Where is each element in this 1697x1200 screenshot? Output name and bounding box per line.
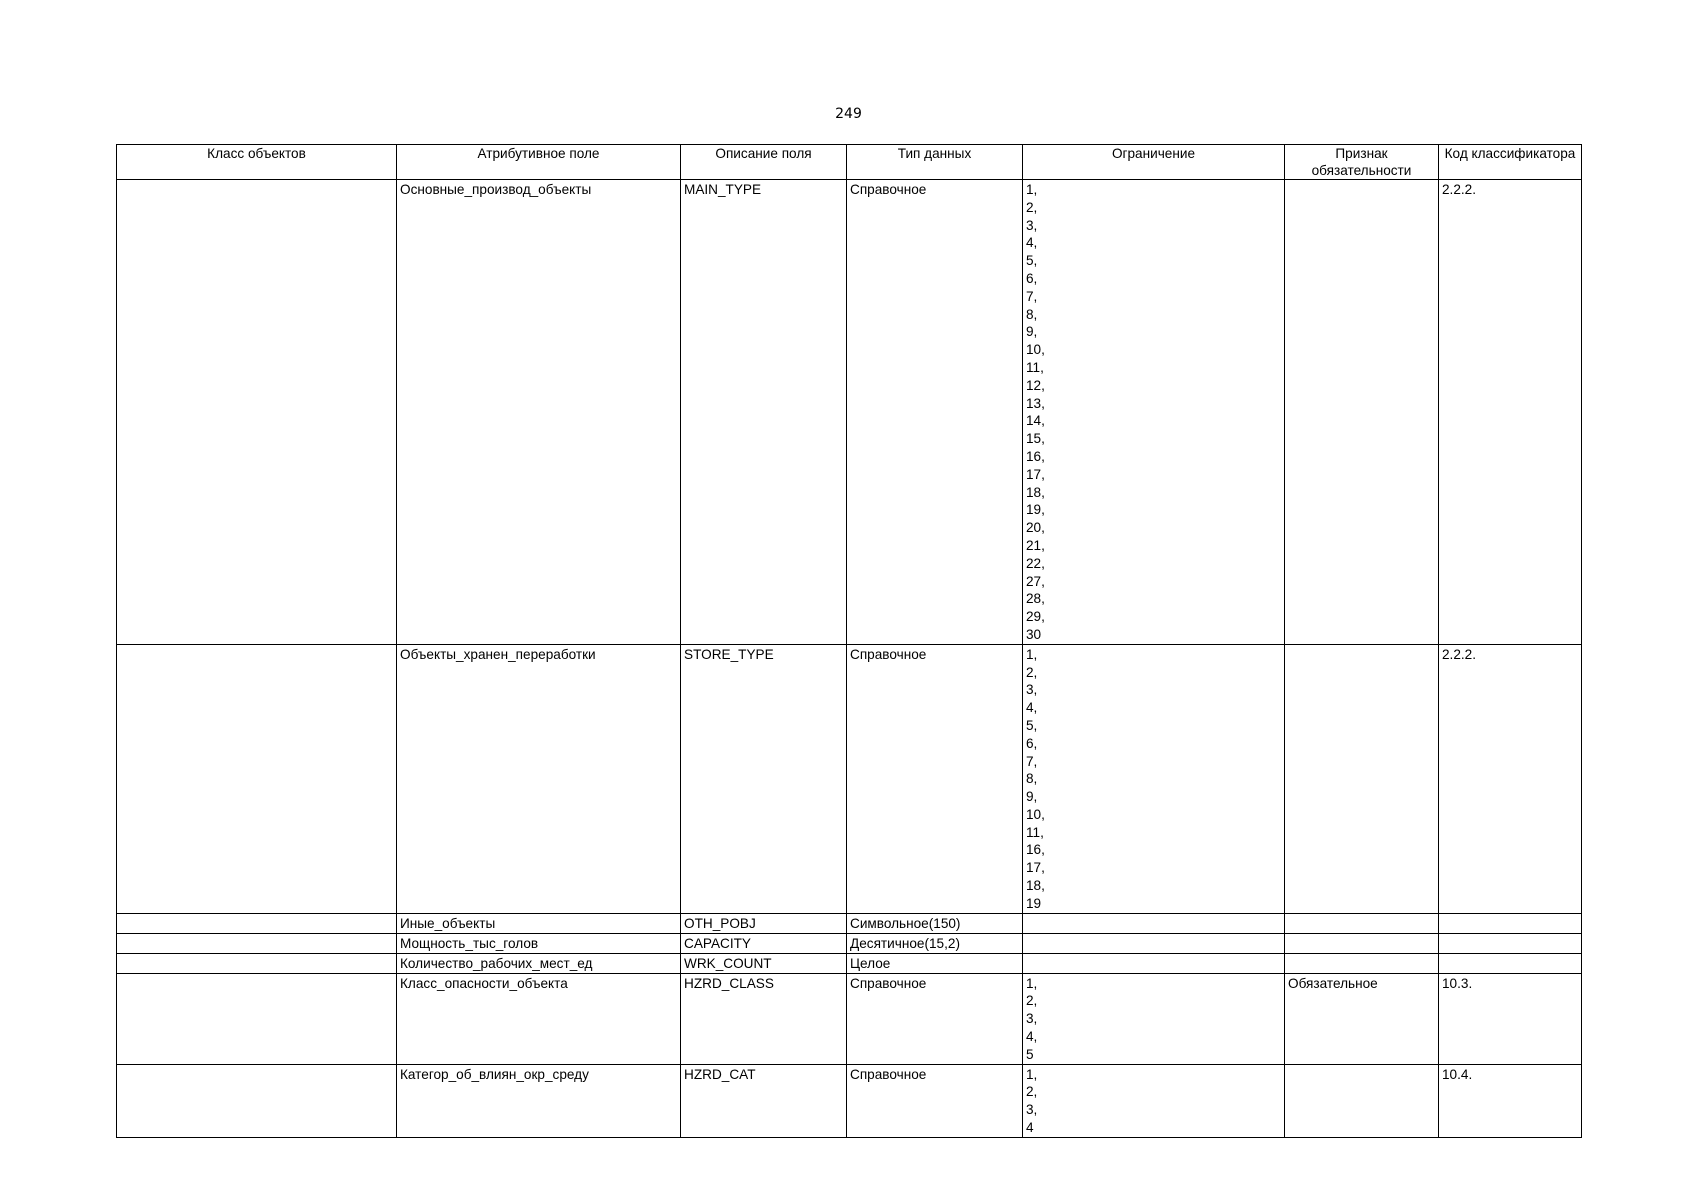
restriction-value: 12,: [1026, 377, 1045, 393]
cell-object-class: [117, 913, 397, 933]
cell-restriction: [1023, 913, 1285, 933]
cell-restriction: [1023, 180, 1285, 645]
restriction-value: 2,: [1026, 664, 1038, 680]
restriction-value: 19,: [1026, 502, 1045, 518]
header-mandatory-flag: Признак обязательности: [1285, 145, 1439, 180]
cell-data-type: Целое: [847, 953, 1023, 973]
restriction-value: 16,: [1026, 842, 1045, 858]
restriction-value: 13,: [1026, 395, 1045, 411]
header-restriction: Ограничение: [1023, 145, 1285, 180]
restriction-value: 29,: [1026, 609, 1045, 625]
header-data-type: Тип данных: [847, 145, 1023, 180]
cell-classifier-code: 2.2.2.: [1439, 180, 1582, 645]
restriction-value: 4,: [1026, 700, 1038, 716]
header-classifier-code: Код классификатора: [1439, 145, 1582, 180]
cell-data-type: Справочное: [847, 644, 1023, 913]
cell-attribute-field: Мощность_тыс_голов: [397, 933, 681, 953]
cell-restriction: [1023, 1064, 1285, 1137]
cell-classifier-code: 10.4.: [1439, 1064, 1582, 1137]
cell-object-class: [117, 1064, 397, 1137]
restriction-value: 11,: [1026, 824, 1044, 840]
header-object-class: Класс объектов: [117, 145, 397, 180]
cell-restriction: [1023, 973, 1285, 1064]
restriction-value: 5,: [1026, 253, 1038, 269]
restriction-value: 9,: [1026, 324, 1038, 340]
cell-field-description: STORE_TYPE: [681, 644, 847, 913]
restriction-value: 14,: [1026, 413, 1045, 429]
cell-object-class: [117, 180, 397, 645]
cell-classifier-code: [1439, 913, 1582, 933]
restriction-value: 30: [1026, 626, 1042, 642]
restriction-value: 1,: [1026, 646, 1038, 662]
restriction-value: 7,: [1026, 753, 1038, 769]
restriction-value: 3,: [1026, 217, 1038, 233]
cell-classifier-code: [1439, 933, 1582, 953]
restriction-value: 10,: [1026, 342, 1045, 358]
restriction-value: 21,: [1026, 537, 1045, 553]
restriction-value: 7,: [1026, 288, 1038, 304]
cell-data-type: Справочное: [847, 973, 1023, 1064]
page-number: 249: [835, 106, 862, 122]
restriction-value: 4: [1026, 1120, 1034, 1136]
restriction-value: 2,: [1026, 199, 1038, 215]
cell-mandatory-flag: [1285, 953, 1439, 973]
cell-field-description: MAIN_TYPE: [681, 180, 847, 645]
restriction-value: 2,: [1026, 1084, 1038, 1100]
cell-attribute-field: Количество_рабочих_мест_ед: [397, 953, 681, 973]
header-attribute-field: Атрибутивное поле: [397, 145, 681, 180]
cell-field-description: CAPACITY: [681, 933, 847, 953]
restriction-value: 2,: [1026, 993, 1038, 1009]
restriction-value: 10,: [1026, 806, 1045, 822]
cell-field-description: OTH_POBJ: [681, 913, 847, 933]
cell-field-description: HZRD_CAT: [681, 1064, 847, 1137]
cell-restriction: [1023, 953, 1285, 973]
cell-object-class: [117, 644, 397, 913]
cell-attribute-field: Иные_объекты: [397, 913, 681, 933]
restriction-value: 18,: [1026, 878, 1045, 894]
cell-object-class: [117, 973, 397, 1064]
restriction-value: 3,: [1026, 1011, 1038, 1027]
restriction-value: 8,: [1026, 771, 1038, 787]
cell-object-class: [117, 933, 397, 953]
cell-attribute-field: Объекты_хранен_переработки: [397, 644, 681, 913]
restriction-value: 20,: [1026, 520, 1045, 536]
cell-field-description: HZRD_CLASS: [681, 973, 847, 1064]
header-field-description: Описание поля: [681, 145, 847, 180]
cell-mandatory-flag: Обязательное: [1285, 973, 1439, 1064]
restriction-value: 1,: [1026, 1066, 1038, 1082]
cell-data-type: Символьное(150): [847, 913, 1023, 933]
cell-data-type: Справочное: [847, 180, 1023, 645]
cell-classifier-code: 10.3.: [1439, 973, 1582, 1064]
cell-classifier-code: 2.2.2.: [1439, 644, 1582, 913]
restriction-value: 18,: [1026, 484, 1045, 500]
restriction-value: 1,: [1026, 975, 1038, 991]
cell-field-description: WRK_COUNT: [681, 953, 847, 973]
restriction-value: 28,: [1026, 591, 1045, 607]
restriction-value: 19: [1026, 895, 1042, 911]
attribute-table: [116, 144, 1582, 1138]
table-row: [117, 953, 1582, 973]
restriction-value: 3,: [1026, 1102, 1038, 1118]
table-row: [117, 913, 1582, 933]
cell-mandatory-flag: [1285, 180, 1439, 645]
restriction-value: 22,: [1026, 555, 1045, 571]
restriction-value: 6,: [1026, 735, 1038, 751]
cell-mandatory-flag: [1285, 933, 1439, 953]
restriction-value: 8,: [1026, 306, 1038, 322]
table-row: [117, 180, 1582, 645]
cell-mandatory-flag: [1285, 1064, 1439, 1137]
restriction-value: 1,: [1026, 182, 1038, 197]
table-row: [117, 933, 1582, 953]
cell-mandatory-flag: [1285, 913, 1439, 933]
restriction-value: 5,: [1026, 717, 1038, 733]
table-body: [117, 180, 1582, 1138]
cell-attribute-field: Класс_опасности_объекта: [397, 973, 681, 1064]
cell-object-class: [117, 953, 397, 973]
cell-mandatory-flag: [1285, 644, 1439, 913]
restriction-value: 11,: [1026, 359, 1044, 375]
restriction-value: 4,: [1026, 235, 1038, 251]
table-row: [117, 644, 1582, 913]
restriction-value: 15,: [1026, 431, 1045, 447]
header-row: [117, 145, 1582, 180]
table-row: [117, 1064, 1582, 1137]
cell-data-type: Справочное: [847, 1064, 1023, 1137]
cell-restriction: [1023, 644, 1285, 913]
restriction-value: 6,: [1026, 270, 1038, 286]
cell-restriction: [1023, 933, 1285, 953]
restriction-value: 17,: [1026, 860, 1045, 876]
restriction-value: 4,: [1026, 1029, 1038, 1045]
cell-attribute-field: Категор_об_влиян_окр_среду: [397, 1064, 681, 1137]
cell-data-type: Десятичное(15,2): [847, 933, 1023, 953]
cell-classifier-code: [1439, 953, 1582, 973]
restriction-value: 16,: [1026, 448, 1045, 464]
restriction-value: 3,: [1026, 682, 1038, 698]
cell-attribute-field: Основные_производ_объекты: [397, 180, 681, 645]
restriction-value: 5: [1026, 1046, 1034, 1062]
table-row: [117, 973, 1582, 1064]
restriction-value: 9,: [1026, 789, 1038, 805]
restriction-value: 17,: [1026, 466, 1045, 482]
restriction-value: 27,: [1026, 573, 1045, 589]
